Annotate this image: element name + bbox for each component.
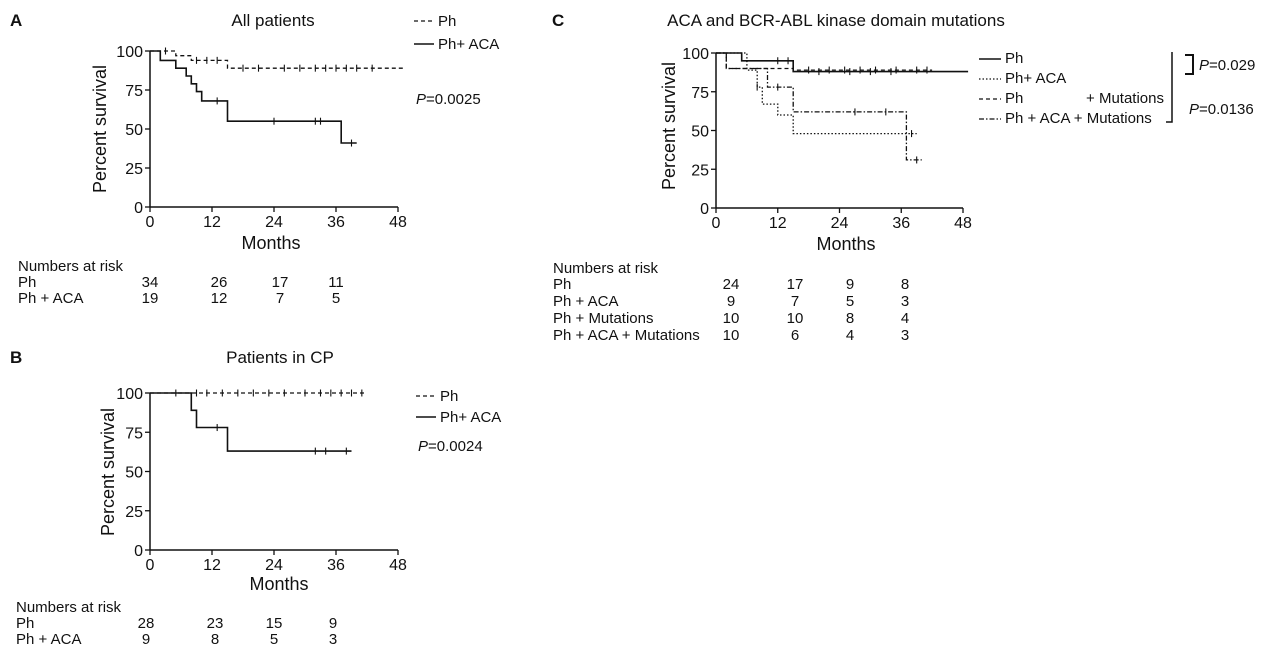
risk-value: 5 bbox=[845, 293, 855, 310]
y-tick-label: 100 bbox=[116, 44, 143, 61]
risk-value: 34 bbox=[141, 274, 159, 291]
y-tick-label: 75 bbox=[125, 425, 143, 443]
panel-b bbox=[10, 348, 501, 648]
x-tick-label: 36 bbox=[327, 214, 345, 231]
risk-value: 15 bbox=[265, 615, 283, 632]
panel-a-p-value: P=0.0025 bbox=[416, 91, 481, 108]
legend-label-ph-aca-mutations: Ph + ACA + Mutations bbox=[1005, 110, 1152, 127]
y-tick-label: 25 bbox=[125, 161, 143, 178]
x-tick-label: 0 bbox=[711, 215, 721, 232]
risk-value: 9 bbox=[726, 293, 736, 310]
x-tick-label: 48 bbox=[954, 215, 972, 232]
km-curve-ph-aca bbox=[150, 393, 352, 451]
panel-label-a: A bbox=[10, 11, 23, 30]
p-value-comparison-1: P=0.029 bbox=[1199, 57, 1256, 74]
panel-a-x-axis-label: Months bbox=[241, 233, 301, 253]
panel-b-risk-table bbox=[16, 599, 337, 648]
panel-a-y-axis-label: Percent survival bbox=[90, 64, 110, 194]
legend-label-ph: Ph bbox=[1005, 50, 1024, 67]
legend-label-ph-aca: Ph+ ACA bbox=[1005, 70, 1067, 87]
risk-row-label: Ph bbox=[16, 615, 35, 632]
legend-label-ph-mutations-suffix: + Mutations bbox=[1086, 90, 1164, 107]
risk-table-header: Numbers at risk bbox=[18, 258, 124, 275]
risk-value: 4 bbox=[900, 310, 910, 327]
risk-value: 8 bbox=[845, 310, 855, 327]
x-tick-label: 12 bbox=[768, 215, 787, 232]
risk-value: 5 bbox=[331, 290, 341, 307]
risk-value: 10 bbox=[722, 310, 740, 327]
km-curve-ph bbox=[150, 51, 403, 68]
legend-label-ph: Ph bbox=[440, 388, 459, 405]
risk-table-header: Numbers at risk bbox=[16, 599, 122, 616]
panel-a-legend bbox=[414, 13, 499, 108]
panel-b-p-value: P=0.0024 bbox=[418, 438, 483, 455]
x-tick-label: 12 bbox=[203, 214, 221, 231]
x-tick-label: 24 bbox=[265, 214, 283, 231]
risk-value: 9 bbox=[328, 615, 338, 632]
risk-value: 5 bbox=[269, 631, 279, 648]
panel-c bbox=[552, 11, 1255, 344]
risk-value: 3 bbox=[900, 293, 910, 310]
y-tick-label: 0 bbox=[134, 200, 143, 217]
risk-value: 17 bbox=[786, 276, 804, 293]
risk-value: 7 bbox=[275, 290, 285, 307]
risk-row-label: Ph + Mutations bbox=[553, 310, 654, 327]
y-tick-label: 100 bbox=[682, 46, 709, 63]
panel-b-legend bbox=[416, 388, 501, 455]
panel-a-axes bbox=[116, 44, 407, 231]
km-curve-ph-aca bbox=[716, 53, 917, 134]
risk-value: 28 bbox=[137, 615, 155, 632]
panel-b-x-axis-label: Months bbox=[249, 574, 309, 594]
p-value-comparison-2: P=0.0136 bbox=[1189, 101, 1254, 118]
panel-a-risk-table bbox=[18, 258, 344, 307]
y-tick-label: 50 bbox=[125, 122, 143, 139]
risk-value: 23 bbox=[206, 615, 224, 632]
y-tick-label: 0 bbox=[134, 543, 143, 560]
y-tick-label: 50 bbox=[691, 123, 709, 141]
risk-value: 3 bbox=[900, 327, 910, 344]
legend-label-ph-aca: Ph+ ACA bbox=[440, 409, 502, 426]
risk-value: 19 bbox=[141, 290, 159, 307]
risk-row-label: Ph + ACA bbox=[553, 293, 619, 310]
panel-b-y-axis-label: Percent survival bbox=[98, 407, 118, 537]
x-tick-label: 24 bbox=[265, 557, 283, 574]
x-tick-label: 12 bbox=[203, 557, 221, 574]
y-tick-label: 100 bbox=[116, 386, 143, 403]
risk-value: 11 bbox=[328, 274, 344, 291]
legend-label-ph-aca: Ph+ ACA bbox=[438, 36, 500, 53]
risk-row-label: Ph bbox=[553, 276, 572, 293]
panel-c-axes bbox=[682, 46, 972, 232]
panel-c-risk-table bbox=[553, 260, 909, 344]
risk-value: 6 bbox=[790, 327, 800, 344]
legend-label-ph-mutations: Ph bbox=[1005, 90, 1024, 107]
panel-b-curves bbox=[150, 390, 367, 455]
risk-row-label: Ph bbox=[18, 274, 37, 291]
panel-label-b: B bbox=[10, 348, 23, 367]
risk-row-label: Ph + ACA + Mutations bbox=[553, 327, 700, 344]
y-tick-label: 25 bbox=[125, 503, 143, 521]
panel-a-title: All patients bbox=[231, 11, 315, 30]
x-tick-label: 0 bbox=[145, 557, 155, 574]
risk-value: 7 bbox=[790, 293, 800, 310]
risk-row-label: Ph + ACA bbox=[18, 290, 84, 307]
panel-b-axes bbox=[116, 386, 407, 574]
panel-a bbox=[10, 11, 499, 307]
panel-b-title: Patients in CP bbox=[226, 348, 334, 367]
risk-value: 9 bbox=[845, 276, 855, 293]
risk-value: 4 bbox=[845, 327, 855, 344]
x-tick-label: 48 bbox=[389, 214, 407, 231]
x-tick-label: 48 bbox=[389, 557, 407, 574]
panel-c-curves bbox=[716, 53, 968, 163]
panel-c-y-axis-label: Percent survival bbox=[659, 61, 679, 191]
x-tick-label: 36 bbox=[892, 215, 911, 232]
y-tick-label: 0 bbox=[700, 201, 709, 218]
y-tick-label: 75 bbox=[691, 84, 709, 102]
risk-value: 8 bbox=[900, 276, 910, 293]
risk-table-header: Numbers at risk bbox=[553, 260, 659, 277]
x-tick-label: 36 bbox=[327, 557, 345, 574]
comparison-bracket-inner bbox=[1185, 55, 1193, 74]
risk-value: 24 bbox=[722, 276, 740, 293]
risk-value: 8 bbox=[210, 631, 220, 648]
panel-label-c: C bbox=[552, 11, 565, 30]
y-tick-label: 75 bbox=[125, 83, 143, 100]
legend-label-ph: Ph bbox=[438, 13, 457, 30]
comparison-bracket-outer bbox=[1166, 52, 1172, 122]
risk-value: 12 bbox=[210, 290, 228, 307]
risk-value: 17 bbox=[271, 274, 289, 291]
y-tick-label: 25 bbox=[691, 162, 709, 180]
panel-c-x-axis-label: Months bbox=[816, 234, 876, 254]
panel-a-curves bbox=[150, 48, 403, 147]
panel-c-title: ACA and BCR-ABL kinase domain mutations bbox=[667, 11, 1005, 30]
risk-row-label: Ph + ACA bbox=[16, 631, 82, 648]
y-tick-label: 50 bbox=[125, 464, 143, 482]
panel-c-legend bbox=[979, 50, 1255, 127]
risk-value: 26 bbox=[210, 274, 228, 291]
risk-value: 10 bbox=[786, 310, 804, 327]
x-tick-label: 24 bbox=[830, 215, 849, 232]
risk-value: 9 bbox=[141, 631, 151, 648]
risk-value: 10 bbox=[722, 327, 740, 344]
x-tick-label: 0 bbox=[145, 214, 155, 231]
risk-value: 3 bbox=[328, 631, 338, 648]
